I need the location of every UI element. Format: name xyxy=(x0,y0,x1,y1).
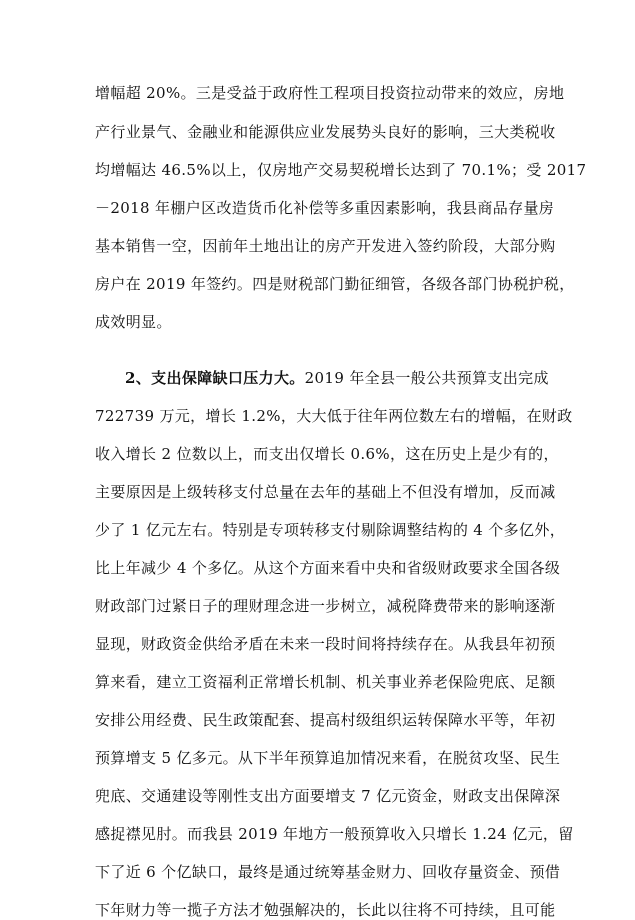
paragraph-2-line-15: 下年财力等一揽子方法才勉强解决的，长此以往将不可持续，且可能 xyxy=(95,901,556,919)
paragraph-2-line-1 xyxy=(125,368,549,388)
paragraph-2-line-3: 收入增长 2 位数以上，而支出仅增长 0.6%，这在历史上是少有的， xyxy=(95,445,559,463)
paragraph-2-line-4: 主要原因是上级转移支付总量在去年的基础上不但没有增加，反而减 xyxy=(95,483,556,501)
paragraph-1-line-2: 产行业景气、金融业和能源供应业发展势头良好的影响，三大类税收 xyxy=(95,123,556,141)
paragraph-2-line-5: 少了 1 亿元左右。特别是专项转移支付剔除调整结构的 4 个多亿外， xyxy=(95,521,566,539)
paragraph-2-line-1-text: 2019 年全县一般公共预算支出完成 xyxy=(304,369,549,387)
paragraph-2-line-11: 预算增支 5 亿多元。从下半年预算追加情况来看，在脱贫攻坚、民生 xyxy=(95,749,561,767)
paragraph-1-line-7: 成效明显。 xyxy=(95,313,172,331)
paragraph-2-line-2: 722739 万元，增长 1.2%，大大低于往年两位数左右的增幅，在财政 xyxy=(95,407,573,425)
paragraph-2-line-10: 安排公用经费、民生政策配套、提高村级组织运转保障水平等，年初 xyxy=(95,711,556,729)
paragraph-2-line-14: 下了近 6 个亿缺口，最终是通过统筹基金财力、回收存量资金、预借 xyxy=(95,863,561,881)
paragraph-2-line-6: 比上年减少 4 个多亿。从这个方面来看中央和省级财政要求全国各级 xyxy=(95,559,561,577)
paragraph-2-line-9: 算来看，建立工资福利正常增长机制、机关事业养老保险兜底、足额 xyxy=(95,673,556,691)
paragraph-1-line-5: 基本销售一空，因前年土地出让的房产开发进入签约阶段，大部分购 xyxy=(95,237,556,255)
paragraph-2-line-13: 感捉襟见肘。而我县 2019 年地方一般预算收入只增长 1.24 亿元，留 xyxy=(95,825,574,843)
paragraph-1-line-3: 均增幅达 46.5%以上，仅房地产交易契税增长达到了 70.1%；受 2017 xyxy=(95,161,587,179)
paragraph-2-line-12: 兜底、交通建设等刚性支出方面要增支 7 亿元资金，财政支出保障深 xyxy=(95,787,561,805)
paragraph-2-line-7: 财政部门过紧日子的理财理念进一步树立，减税降费带来的影响逐渐 xyxy=(95,597,556,615)
paragraph-2-line-8: 显现，财政资金供给矛盾在未来一段时间将持续存在。从我县年初预 xyxy=(95,635,556,653)
paragraph-1-line-1: 增幅超 20%。三是受益于政府性工程项目投资拉动带来的效应，房地 xyxy=(95,84,565,102)
paragraph-1-line-6: 房户在 2019 年签约。四是财税部门勤征细管，各级各部门协税护税， xyxy=(95,275,575,293)
paragraph-2-heading: 2、支出保障缺口压力大。 xyxy=(125,369,305,387)
paragraph-1-line-4: －2018 年棚户区改造货币化补偿等多重因素影响，我县商品存量房 xyxy=(95,199,555,217)
